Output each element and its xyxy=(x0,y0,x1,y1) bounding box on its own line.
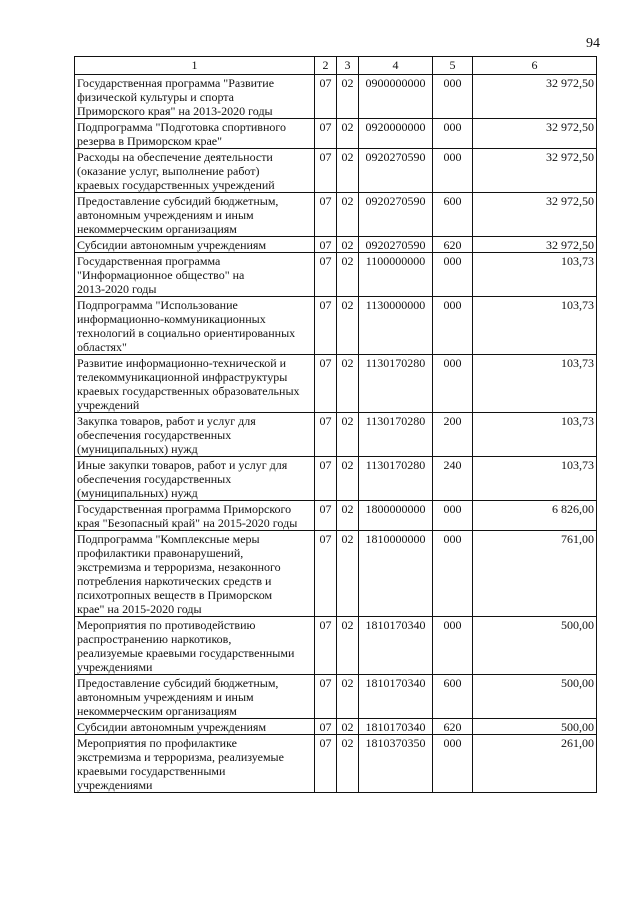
row-c5-cell: 000 xyxy=(433,735,473,793)
row-name-line: (оказание услуг, выполнение работ) xyxy=(77,164,260,178)
row-c4-cell: 0920000000 xyxy=(359,119,433,149)
row-name-line: некоммерческим организациям xyxy=(77,704,237,718)
row-name-line: учреждениями xyxy=(77,778,153,792)
row-name-line: 2013-2020 годы xyxy=(77,282,157,296)
row-c3-cell: 02 xyxy=(337,501,359,531)
table-row xyxy=(75,75,597,119)
row-name-cell xyxy=(75,413,315,457)
row-c2-cell: 07 xyxy=(315,149,337,193)
row-name-line: Закупка товаров, работ и услуг для xyxy=(77,414,256,428)
table-row xyxy=(75,719,597,735)
row-c3-cell: 02 xyxy=(337,297,359,355)
row-c4-cell: 1130170280 xyxy=(359,457,433,501)
row-c2-cell: 07 xyxy=(315,297,337,355)
row-c5-cell: 620 xyxy=(433,237,473,253)
row-amount-cell: 32 972,50 xyxy=(473,75,597,119)
row-name-line: (муниципальных) нужд xyxy=(77,486,198,500)
header-col-2: 2 xyxy=(315,57,337,75)
row-name-line: Мероприятия по противодействию xyxy=(77,618,256,632)
row-c5-cell: 000 xyxy=(433,531,473,617)
row-c5-cell: 000 xyxy=(433,355,473,413)
budget-table xyxy=(74,56,597,793)
header-col-6: 6 xyxy=(473,57,597,75)
row-name-line: автономным учреждениям и иным xyxy=(77,208,254,222)
table-row xyxy=(75,193,597,237)
row-name-line: Иные закупки товаров, работ и услуг для xyxy=(77,458,288,472)
row-name-cell xyxy=(75,457,315,501)
row-c5-cell: 600 xyxy=(433,675,473,719)
row-name-cell xyxy=(75,531,315,617)
row-c4-cell: 1130170280 xyxy=(359,355,433,413)
row-c5-cell: 000 xyxy=(433,119,473,149)
row-name-line: Приморского края" на 2013-2020 годы xyxy=(77,104,273,118)
row-c5-cell: 600 xyxy=(433,193,473,237)
table-row xyxy=(75,237,597,253)
row-c3-cell: 02 xyxy=(337,119,359,149)
table-row xyxy=(75,735,597,793)
row-name-line: (муниципальных) нужд xyxy=(77,442,198,456)
row-c5-cell: 000 xyxy=(433,75,473,119)
row-c2-cell: 07 xyxy=(315,237,337,253)
row-name-line: психотропных веществ в Приморском xyxy=(77,588,273,602)
table-row xyxy=(75,297,597,355)
row-amount-cell: 500,00 xyxy=(473,675,597,719)
row-c4-cell: 1810370350 xyxy=(359,735,433,793)
row-name-cell xyxy=(75,675,315,719)
table-row xyxy=(75,355,597,413)
row-name-line: технологий в социально ориентированных xyxy=(77,326,296,340)
row-c2-cell: 07 xyxy=(315,675,337,719)
row-name-line: Субсидии автономным учреждениям xyxy=(77,238,267,252)
row-name-line: автономным учреждениям и иным xyxy=(77,690,254,704)
row-name-line: учреждениями xyxy=(77,660,153,674)
row-name-cell xyxy=(75,237,315,253)
row-c3-cell: 02 xyxy=(337,413,359,457)
row-c5-cell: 000 xyxy=(433,501,473,531)
table-row xyxy=(75,413,597,457)
row-name-line: Предоставление субсидий бюджетным, xyxy=(77,194,279,208)
row-name-line: областях" xyxy=(77,340,127,354)
row-c3-cell: 02 xyxy=(337,719,359,735)
row-name-line: Подпрограмма "Комплексные меры xyxy=(77,532,260,546)
row-c4-cell: 0900000000 xyxy=(359,75,433,119)
row-name-line: обеспечения государственных xyxy=(77,428,232,442)
row-c5-cell: 240 xyxy=(433,457,473,501)
row-amount-cell: 32 972,50 xyxy=(473,237,597,253)
row-c2-cell: 07 xyxy=(315,253,337,297)
row-c2-cell: 07 xyxy=(315,75,337,119)
row-name-line: Подпрограмма "Подготовка спортивного xyxy=(77,120,287,134)
row-c2-cell: 07 xyxy=(315,193,337,237)
row-name-line: экстремизма и терроризма, реализуемые xyxy=(77,750,284,764)
row-name-line: Развитие информационно-технической и xyxy=(77,356,287,370)
row-name-line: потребления наркотических средств и xyxy=(77,574,272,588)
page-number: 94 xyxy=(586,36,600,51)
row-c5-cell: 000 xyxy=(433,297,473,355)
table-row xyxy=(75,119,597,149)
row-name-line: физической культуры и спорта xyxy=(77,90,235,104)
row-c2-cell: 07 xyxy=(315,457,337,501)
row-c2-cell: 07 xyxy=(315,501,337,531)
table-row xyxy=(75,675,597,719)
row-name-cell xyxy=(75,253,315,297)
row-c3-cell: 02 xyxy=(337,531,359,617)
row-c2-cell: 07 xyxy=(315,119,337,149)
row-c5-cell: 200 xyxy=(433,413,473,457)
table-header-row xyxy=(75,57,597,75)
row-name-line: края "Безопасный край" на 2015-2020 годы xyxy=(77,516,298,530)
row-amount-cell: 103,73 xyxy=(473,457,597,501)
table-row xyxy=(75,457,597,501)
row-c4-cell: 1810170340 xyxy=(359,617,433,675)
row-c2-cell: 07 xyxy=(315,531,337,617)
row-name-line: краевых государственных образовательных xyxy=(77,384,300,398)
row-amount-cell: 261,00 xyxy=(473,735,597,793)
header-col-1: 1 xyxy=(75,57,315,75)
row-c3-cell: 02 xyxy=(337,735,359,793)
row-c4-cell: 0920270590 xyxy=(359,149,433,193)
row-name-line: информационно-коммуникационных xyxy=(77,312,266,326)
row-c5-cell: 620 xyxy=(433,719,473,735)
row-name-line: Подпрограмма "Использование xyxy=(77,298,238,312)
row-name-cell xyxy=(75,735,315,793)
table-row xyxy=(75,149,597,193)
row-name-cell xyxy=(75,355,315,413)
row-name-line: Расходы на обеспечение деятельности xyxy=(77,150,273,164)
row-c3-cell: 02 xyxy=(337,457,359,501)
row-c2-cell: 07 xyxy=(315,413,337,457)
row-name-line: Мероприятия по профилактике xyxy=(77,736,237,750)
row-c4-cell: 1810170340 xyxy=(359,719,433,735)
row-name-line: Субсидии автономным учреждениям xyxy=(77,720,267,734)
row-name-line: экстремизма и терроризма, незаконного xyxy=(77,560,281,574)
row-name-line: Государственная программа "Развитие xyxy=(77,76,275,90)
row-name-line: крае" на 2015-2020 годы xyxy=(77,602,202,616)
table-row xyxy=(75,501,597,531)
row-amount-cell: 6 826,00 xyxy=(473,501,597,531)
row-amount-cell: 32 972,50 xyxy=(473,119,597,149)
row-amount-cell: 103,73 xyxy=(473,297,597,355)
row-name-cell xyxy=(75,719,315,735)
row-c3-cell: 02 xyxy=(337,237,359,253)
row-name-line: телекоммуникационной инфраструктуры xyxy=(77,370,288,384)
row-c3-cell: 02 xyxy=(337,149,359,193)
row-c4-cell: 1810000000 xyxy=(359,531,433,617)
row-name-line: "Информационное общество" на xyxy=(77,268,245,282)
row-c3-cell: 02 xyxy=(337,355,359,413)
row-name-line: распространению наркотиков, xyxy=(77,632,232,646)
row-name-line: краевыми государственными xyxy=(77,764,226,778)
row-name-line: Государственная программа xyxy=(77,254,221,268)
row-c2-cell: 07 xyxy=(315,617,337,675)
row-c4-cell: 1800000000 xyxy=(359,501,433,531)
row-c3-cell: 02 xyxy=(337,675,359,719)
row-amount-cell: 500,00 xyxy=(473,617,597,675)
row-name-cell xyxy=(75,149,315,193)
table-row xyxy=(75,617,597,675)
row-c3-cell: 02 xyxy=(337,617,359,675)
row-amount-cell: 32 972,50 xyxy=(473,149,597,193)
header-col-5: 5 xyxy=(433,57,473,75)
row-amount-cell: 103,73 xyxy=(473,413,597,457)
row-c4-cell: 1810170340 xyxy=(359,675,433,719)
table-row xyxy=(75,531,597,617)
row-name-cell xyxy=(75,501,315,531)
row-c3-cell: 02 xyxy=(337,75,359,119)
table-body xyxy=(75,75,597,793)
row-name-line: профилактики правонарушений, xyxy=(77,546,244,560)
header-col-4: 4 xyxy=(359,57,433,75)
row-c4-cell: 0920270590 xyxy=(359,193,433,237)
row-name-line: Предоставление субсидий бюджетным, xyxy=(77,676,279,690)
row-c5-cell: 000 xyxy=(433,253,473,297)
row-c4-cell: 1130170280 xyxy=(359,413,433,457)
row-c3-cell: 02 xyxy=(337,253,359,297)
row-name-line: резерва в Приморском крае" xyxy=(77,134,223,148)
row-name-line: обеспечения государственных xyxy=(77,472,232,486)
row-c2-cell: 07 xyxy=(315,719,337,735)
row-name-line: некоммерческим организациям xyxy=(77,222,237,236)
row-name-cell xyxy=(75,297,315,355)
row-name-line: учреждений xyxy=(77,398,140,412)
row-name-cell xyxy=(75,617,315,675)
row-c2-cell: 07 xyxy=(315,355,337,413)
header-col-3: 3 xyxy=(337,57,359,75)
row-name-cell xyxy=(75,193,315,237)
row-c5-cell: 000 xyxy=(433,149,473,193)
row-amount-cell: 500,00 xyxy=(473,719,597,735)
row-name-line: Государственная программа Приморского xyxy=(77,502,292,516)
row-amount-cell: 761,00 xyxy=(473,531,597,617)
row-c5-cell: 000 xyxy=(433,617,473,675)
row-c4-cell: 1130000000 xyxy=(359,297,433,355)
row-c4-cell: 0920270590 xyxy=(359,237,433,253)
row-name-line: краевых государственных учреждений xyxy=(77,178,275,192)
row-name-cell xyxy=(75,119,315,149)
row-c4-cell: 1100000000 xyxy=(359,253,433,297)
row-amount-cell: 103,73 xyxy=(473,253,597,297)
table-row xyxy=(75,253,597,297)
row-c3-cell: 02 xyxy=(337,193,359,237)
row-amount-cell: 103,73 xyxy=(473,355,597,413)
row-name-cell xyxy=(75,75,315,119)
row-amount-cell: 32 972,50 xyxy=(473,193,597,237)
row-c2-cell: 07 xyxy=(315,735,337,793)
row-name-line: реализуемые краевыми государственными xyxy=(77,646,295,660)
